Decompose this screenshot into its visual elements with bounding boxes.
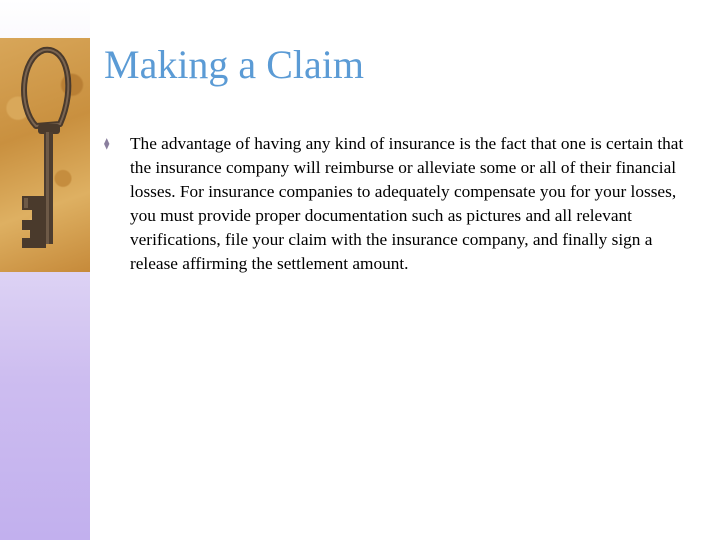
- bullet-icon: ⧫: [104, 138, 110, 150]
- antique-key-photo: [0, 38, 90, 272]
- slide-title: Making a Claim: [104, 42, 364, 87]
- list-item: [104, 132, 700, 276]
- bullet-list: [104, 132, 700, 276]
- key-icon: [0, 38, 90, 272]
- bullet-text: The advantage of having any kind of insurance is the fact that one is certain that the insurance company will reimburse or alleviate some or all of their financial losses. For insurance companies to adequately compensate you for your losses, you must provide proper documentation such as pictures and all relevant verifications, file your claim with the insurance company, and finally sign a release affirming the settlement amount.: [130, 134, 684, 273]
